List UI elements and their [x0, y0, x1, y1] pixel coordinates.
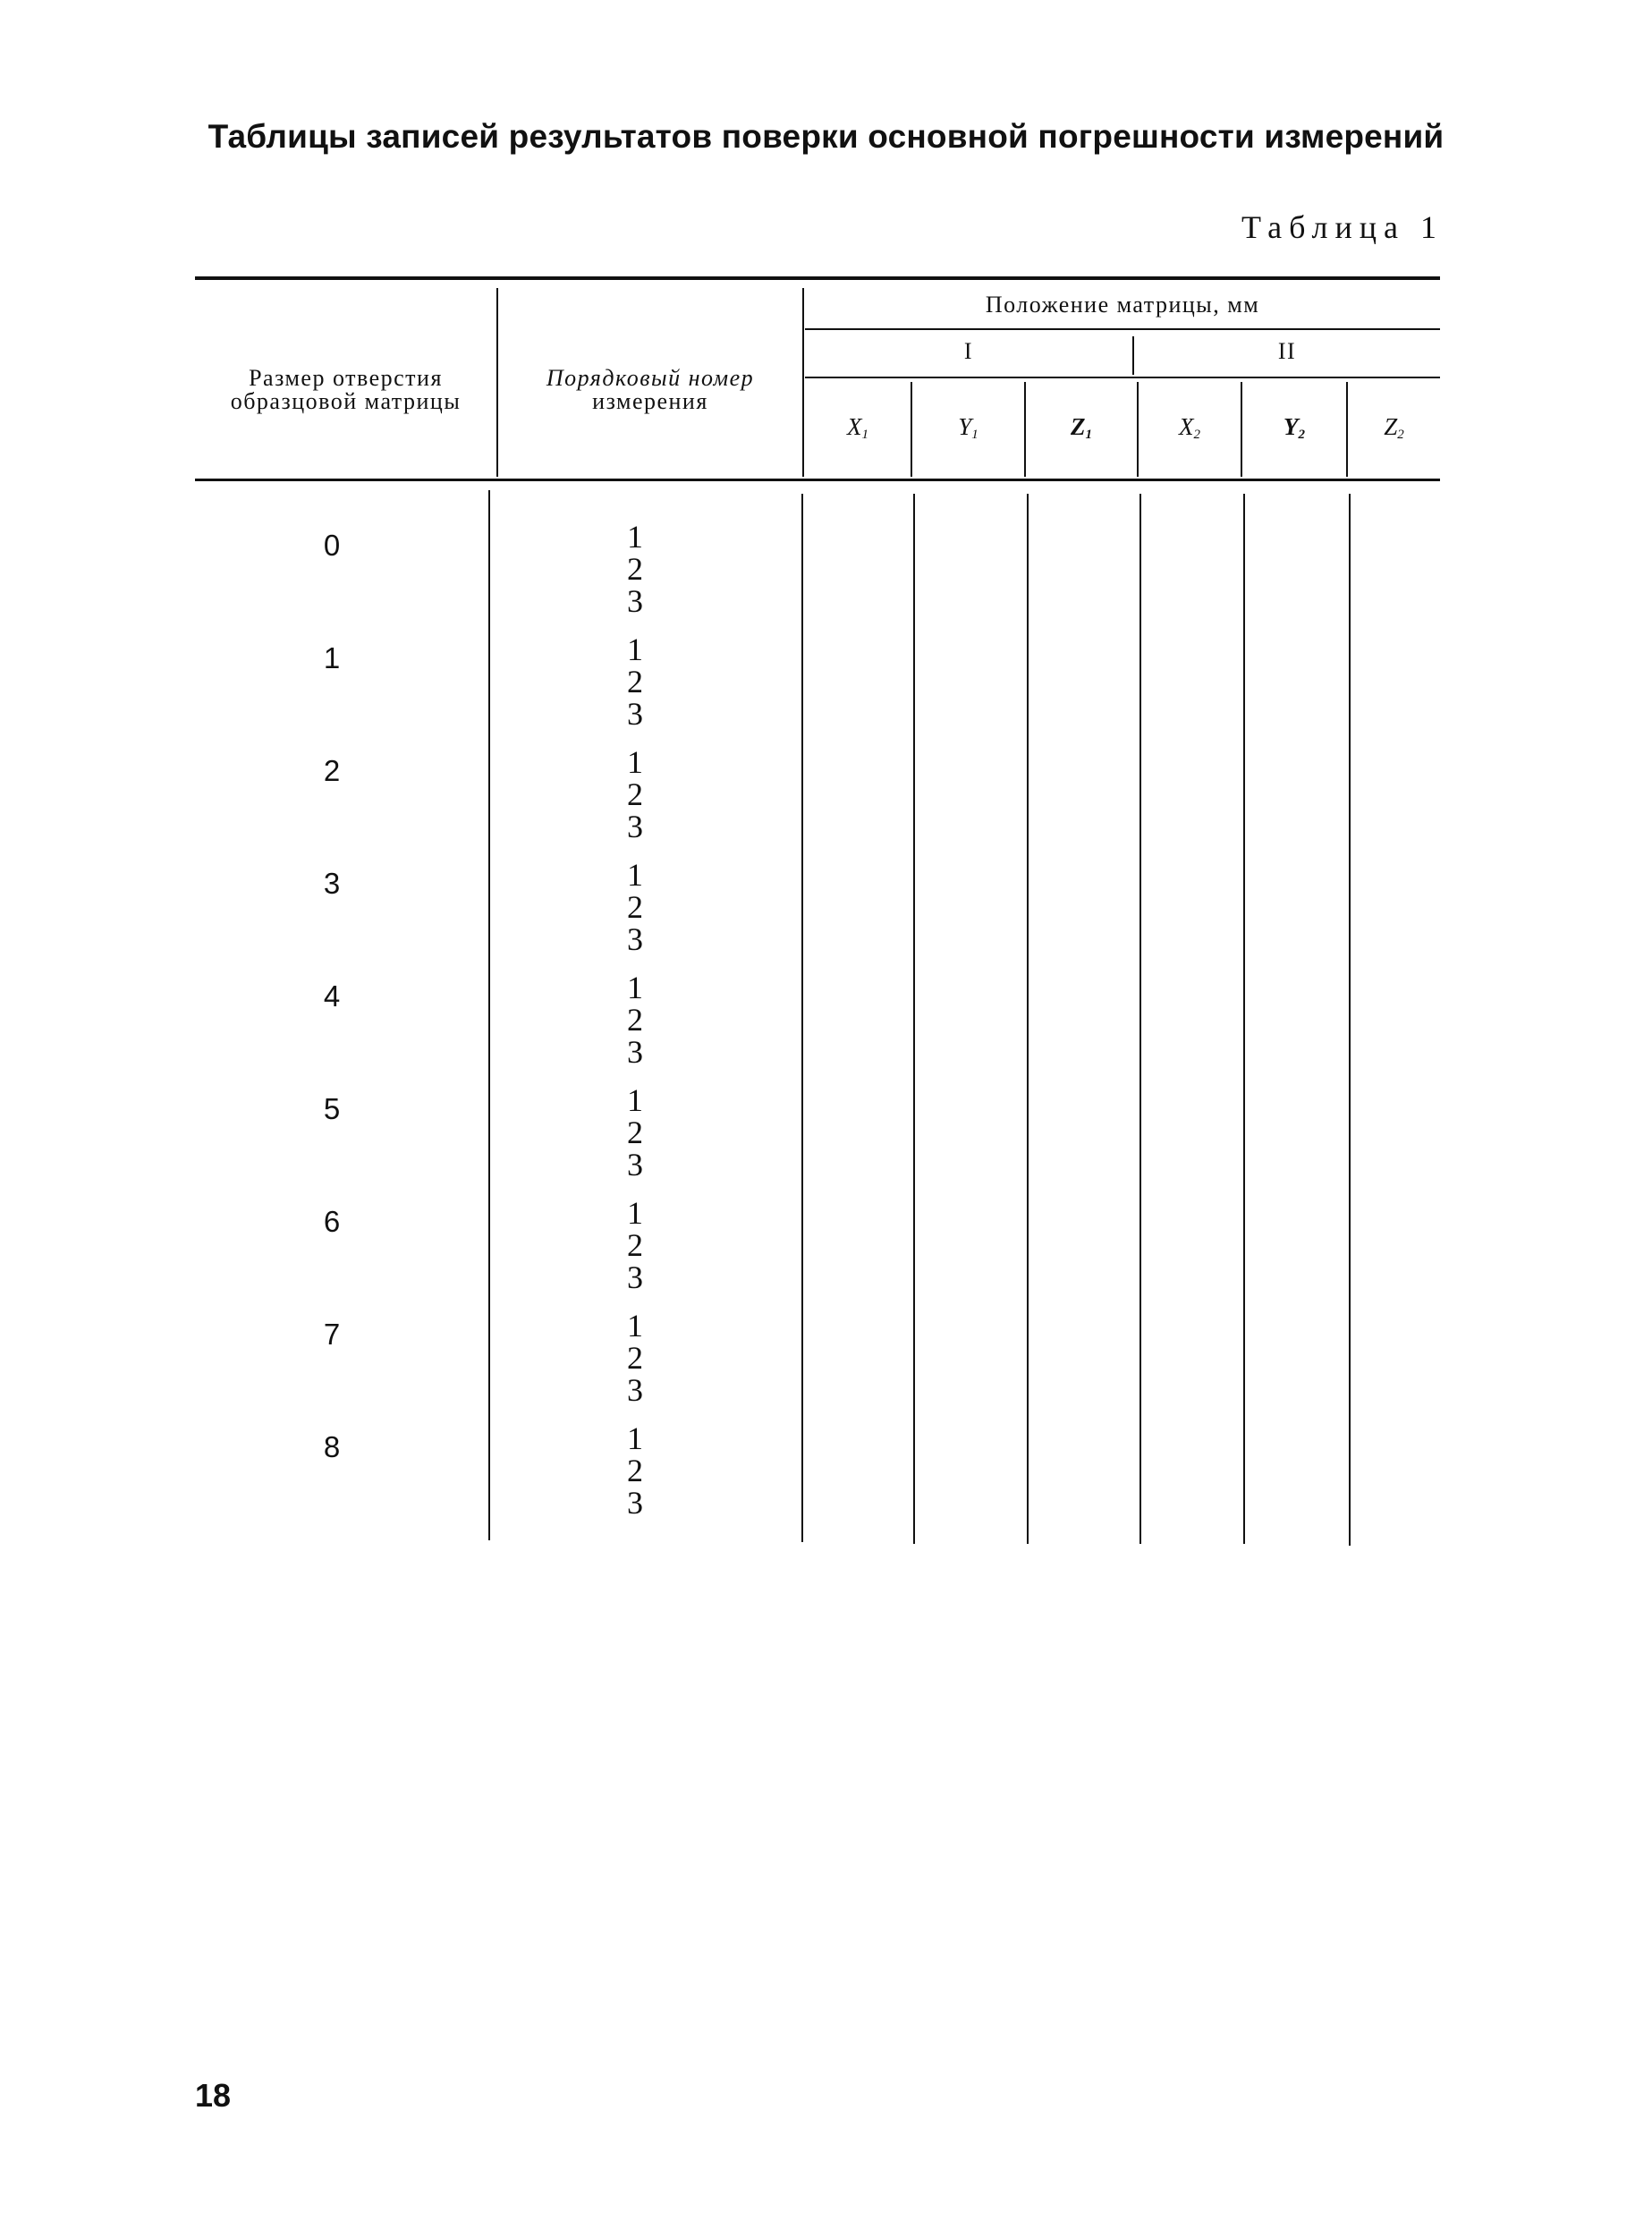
measurement-number: 2: [627, 1002, 643, 1038]
measurement-number: 1: [627, 744, 643, 780]
header-axis-letter: Z: [1384, 413, 1398, 440]
measurement-number: 2: [627, 664, 643, 699]
header-axis-letter: Y: [958, 413, 972, 440]
header-axis-letter: Y: [1283, 413, 1299, 440]
header-measurement-number-line-1: Порядковый номер: [546, 365, 755, 391]
body-divider-3: [913, 494, 915, 1544]
row-measurement-numbers: [590, 859, 680, 955]
row-hole-size: 1: [323, 641, 341, 674]
page-title: Таблицы записей результатов поверки основной погрешности измерений: [208, 118, 1444, 155]
body-divider-7: [1349, 494, 1351, 1546]
axis-group-rule: [805, 377, 1440, 378]
header-axis-x2: [1139, 413, 1241, 443]
header-axis-subscript: 1: [861, 428, 868, 442]
measurement-number: 3: [627, 1147, 643, 1183]
row-hole-size: 4: [323, 979, 341, 1013]
measurement-number: 2: [627, 776, 643, 812]
page-number: 18: [195, 2077, 232, 2114]
header-axis-subscript: 2: [1193, 428, 1200, 442]
position-group-rule: [805, 328, 1440, 330]
header-axis-z2: [1348, 413, 1440, 443]
header-hole-size: [195, 367, 496, 413]
body-divider-6: [1243, 494, 1245, 1544]
header-axis-subscript: 2: [1397, 428, 1404, 442]
header-matrix-position: Положение матрицы, мм: [985, 292, 1260, 318]
row-hole-size: 2: [323, 754, 341, 787]
row-hole-size: 3: [323, 867, 341, 900]
row-measurement-numbers: [590, 1197, 680, 1293]
table-label: Таблица 1: [1241, 209, 1444, 245]
header-axis-subscript: 2: [1298, 428, 1305, 442]
measurement-number: 1: [627, 632, 643, 667]
measurement-number: 1: [627, 857, 643, 893]
measurement-number: 1: [627, 519, 643, 555]
row-measurement-numbers: [590, 1084, 680, 1181]
measurement-number: 3: [627, 1259, 643, 1295]
header-axis-letter: X: [847, 413, 862, 440]
body-divider-2: [801, 494, 803, 1542]
table-top-rule: [195, 276, 1440, 280]
measurement-number: 3: [627, 921, 643, 957]
body-divider-5: [1139, 494, 1141, 1544]
measurement-number: 1: [627, 1420, 643, 1456]
row-hole-size: 6: [323, 1205, 341, 1238]
measurement-number: 2: [627, 1115, 643, 1150]
body-divider-4: [1027, 494, 1029, 1544]
row-measurement-numbers: [590, 633, 680, 730]
row-hole-size: 8: [323, 1430, 341, 1463]
measurement-number: 3: [627, 809, 643, 844]
header-measurement-number-line-2: измерения: [592, 388, 708, 414]
header-axis-x1: [805, 413, 911, 443]
measurement-number: 3: [627, 1485, 643, 1521]
header-axis-y2: [1242, 413, 1346, 443]
measurement-number: 1: [627, 1195, 643, 1231]
measurement-number: 3: [627, 696, 643, 732]
header-axis-z1: [1026, 413, 1137, 443]
header-position-II: II: [1277, 338, 1297, 364]
measurement-number: 3: [627, 1034, 643, 1070]
header-axis-letter: X: [1179, 413, 1194, 440]
body-divider-1: [488, 490, 490, 1540]
row-measurement-numbers: [590, 971, 680, 1068]
row-hole-size: 5: [323, 1092, 341, 1125]
row-measurement-numbers: [590, 746, 680, 843]
row-hole-size: 7: [323, 1318, 341, 1351]
row-hole-size: 0: [323, 529, 341, 562]
header-hole-size-line-2: образцовой матрицы: [230, 388, 462, 414]
row-measurement-numbers: [590, 1310, 680, 1406]
header-divider-2: [802, 288, 804, 477]
header-bottom-rule: [195, 479, 1440, 481]
row-measurement-numbers: [590, 521, 680, 617]
measurement-number: 3: [627, 1372, 643, 1408]
measurement-number: 2: [627, 1227, 643, 1263]
measurement-number: 3: [627, 583, 643, 619]
header-axis-subscript: 1: [971, 428, 978, 442]
measurement-number: 2: [627, 889, 643, 925]
header-position-I: I: [963, 338, 974, 364]
header-axis-letter: Z: [1071, 413, 1086, 440]
row-measurement-numbers: [590, 1422, 680, 1519]
header-hole-size-line-1: Размер отверстия: [249, 365, 443, 391]
measurement-number: 1: [627, 1308, 643, 1344]
measurement-number: 2: [627, 1453, 643, 1488]
measurement-number: 1: [627, 970, 643, 1005]
header-axis-subscript: 1: [1085, 428, 1092, 442]
header-measurement-number: [498, 367, 802, 413]
measurement-number: 1: [627, 1082, 643, 1118]
measurement-number: 2: [627, 1340, 643, 1376]
header-axis-y1: [912, 413, 1024, 443]
measurement-number: 2: [627, 551, 643, 587]
